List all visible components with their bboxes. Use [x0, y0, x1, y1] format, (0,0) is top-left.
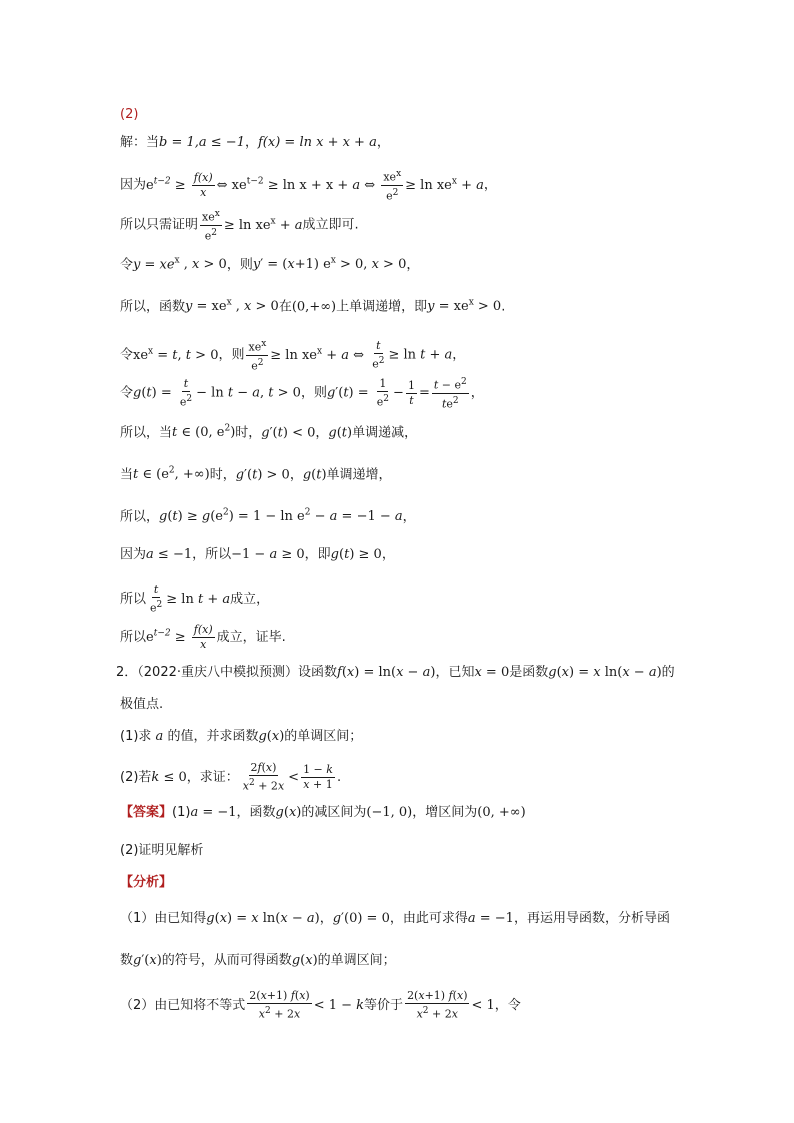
solution-line-1: 解：当b = 1,a ≤ −1，f(x) = ln x + x + a，: [120, 135, 390, 150]
answer-tag: 【答案】: [120, 805, 173, 820]
solution-line-11: 因为a ≤ −1，所以−1 − a ≥ 0，即g(t) ≥ 0，: [120, 547, 395, 562]
solution-line-10: 所以，$g(t) \ge g(e^2) = 1 - \ln e^2 - a = -1 - a$，: [120, 508, 416, 525]
question-2-line-1: 2．（2022·重庆八中模拟预测）设函数f(x) = ln(x − a)，已知x = 0是函数g(x) = x ln(x − a)的: [116, 665, 675, 680]
analysis-tag: 【分析】: [120, 875, 173, 890]
solution-line-12: 所以 $\frac{t}{e^2}$ ≥ ln t + a成立，: [120, 583, 270, 615]
question-2-part-1: (1)求 a 的值，并求函数g(x)的单调区间；: [120, 729, 363, 744]
answer-line-1: 【答案】(1)a = −1，函数g(x)的减区间为(−1, 0)，增区间为(0, +∞): [120, 805, 526, 820]
solution-line-4: 令$y = xe^x$ , x > 0，则y′ = (x+1) $e^x > 0$, x > 0，: [120, 256, 420, 273]
solution-line-8: 所以，当t ∈ (0, $e^2$)时，g′(t) < 0，g(t)单调递减，: [120, 424, 418, 441]
analysis-line-2: 数g′(x)的符号，从而可得函数g(x)的单调区间；: [120, 953, 396, 968]
solution-line-2: 因为$e^{t-2}$ ≥ $\frac{f(x)}{x}$ ⇔ $xe^{t-2} \ge \ln x + x + a$ ⇔ $\frac{xe^x}{e^2}$ ≥ $\ln xe^x + a$，: [120, 169, 497, 203]
solution-line-5: 所以，函数$y = xe^x$ , x > 0在(0,+∞)上单调递增，即$y = xe^x > 0$.: [120, 298, 506, 315]
question-2-part-2: (2)若k ≤ 0，求证： $\frac{2f(x)}{x^2 + 2x}$ < $\frac{1 - k}{x + 1}$ .: [120, 761, 342, 793]
solution-line-9: 当t ∈ ($e^2$, +∞)时，g′(t) > 0，g(t)单调递增，: [120, 466, 392, 483]
analysis-line-3: （2）由已知将不等式 $\frac{2(x+1) f(x)}{x^2 + 2x}$ < 1 − k等价于 $\frac{2(x+1) f(x)}{x^2 + 2x}$ < 1，令: [120, 989, 521, 1021]
question-2-line-2: 极值点.: [120, 697, 164, 712]
solution-line-7: 令g(t) = $\frac{t}{e^2}$ − ln t − a, t > 0，则g′(t) = $\frac{1}{e^2}$ − $\frac{1}{t}$ = $\frac{t - e^2}{te^2}$ ，: [120, 376, 484, 411]
part-label: (2): [120, 107, 139, 122]
solution-line-13: 所以$e^{t-2}$ ≥ $\frac{f(x)}{x}$ 成立，证毕.: [120, 623, 286, 651]
solution-line-6: 令$xe^x = t$, t > 0，则 $\frac{xe^x}{e^2}$ ≥ $\ln xe^x + a$ ⇔ $\frac{t}{e^2}$ ≥ ln t + a，: [120, 338, 466, 373]
solution-line-3: 所以只需证明 $\frac{xe^x}{e^2}$ ≥ $\ln xe^x + a$成立即可.: [120, 209, 359, 243]
analysis-line-1: （1）由已知得g(x) = x ln(x − a)，g′(0) = 0，由此可求得a = −1，再运用导函数，分析导函: [120, 911, 670, 926]
answer-line-2: (2)证明见解析: [120, 843, 204, 858]
